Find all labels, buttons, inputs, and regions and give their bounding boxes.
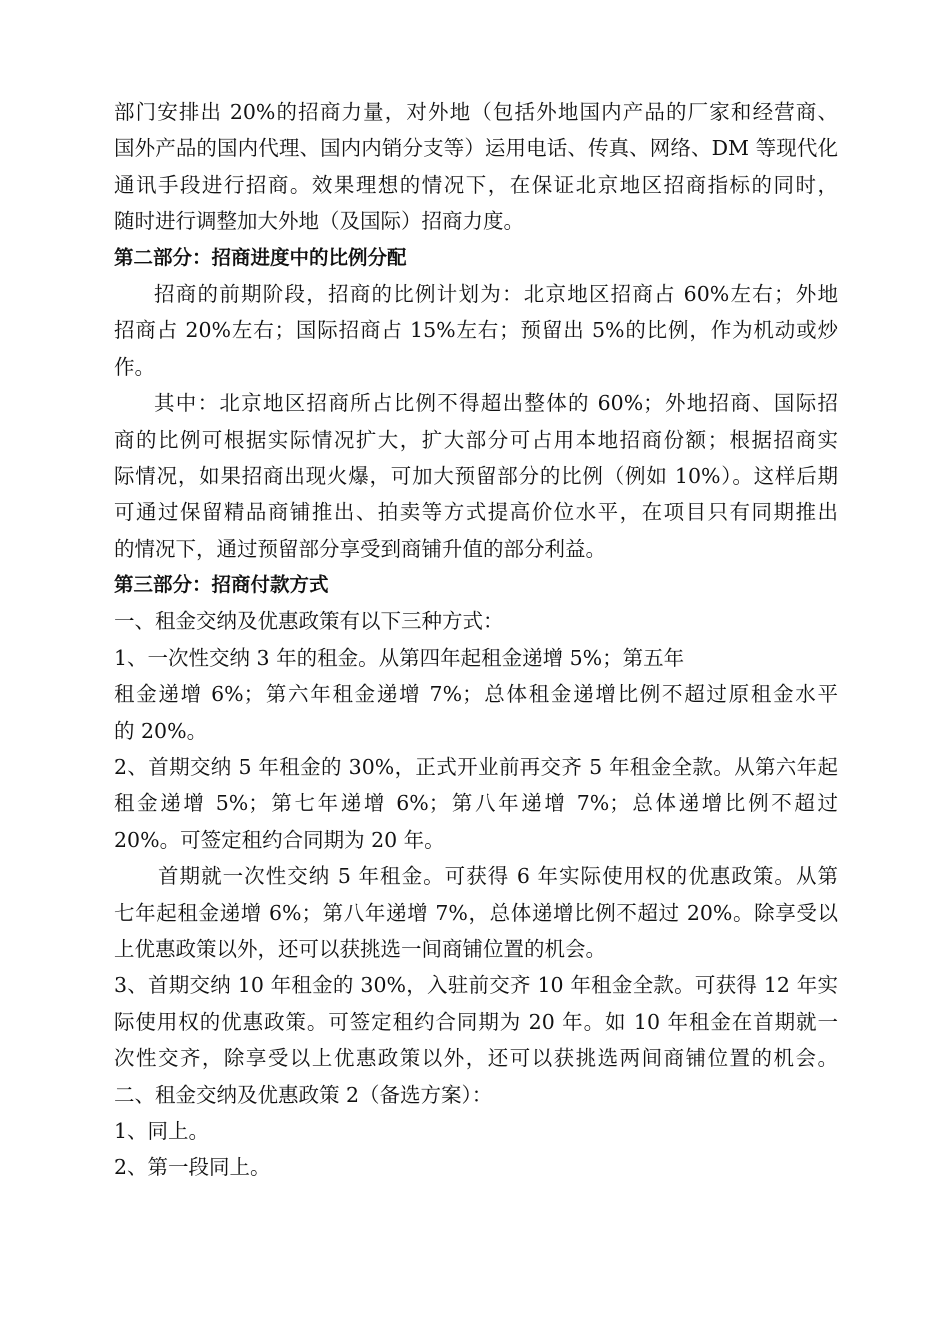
item3-line-1: 3、首期交纳 10 年租金的 30%，入驻前交齐 10 年租金全款。可获得 12 年实 — [114, 973, 838, 998]
alt-item-2: 2、第一段同上。 — [114, 1155, 271, 1180]
section2-para2-line-5: 的情况下，通过预留部分享受到商铺升值的部分利益。 — [114, 536, 606, 561]
document-page — [114, 94, 838, 1186]
item2-line-1: 2、首期交纳 5 年租金的 30%，正式开业前再交齐 5 年租金全款。从第六年起 — [114, 755, 838, 780]
alt-item-1: 1、同上。 — [114, 1118, 210, 1143]
item3-line-3: 次性交齐，除享受以上优惠政策以外，还可以获挑选两间商铺位置的机会。 — [114, 1046, 838, 1071]
intro-line-2: 国外产品的国内代理、国内内销分支等）运用电话、传真、网络、DM 等现代化 — [114, 136, 838, 161]
section2-para1-line-2: 招商占 20%左右；国际招商占 15%左右；预留出 5%的比例，作为机动或炒 — [114, 318, 838, 343]
section2-para1-line-3: 作。 — [114, 354, 155, 379]
intro-line-1: 部门安排出 20%的招商力量，对外地（包括外地国内产品的厂家和经营商、 — [114, 100, 838, 124]
item2-note-line-2: 七年起租金递增 6%；第八年递增 7%，总体递增比例不超过 20%。除享受以 — [114, 900, 838, 925]
item2-note-line-3: 上优惠政策以外，还可以获挑选一间商铺位置的机会。 — [114, 936, 606, 961]
section2-para1-line-1: 招商的前期阶段，招商的比例计划为：北京地区招商占 60%左右；外地 — [154, 281, 838, 306]
item2-note-line-1: 首期就一次性交纳 5 年租金。可获得 6 年实际使用权的优惠政策。从第 — [158, 864, 838, 889]
section2-title: 第二部分：招商进度中的比例分配 — [114, 245, 407, 269]
section3-subhead-2: 二、租金交纳及优惠政策 2（备选方案）： — [114, 1082, 493, 1107]
section3-title: 第三部分：招商付款方式 — [114, 573, 329, 597]
item1-line-1: 1、一次性交纳 3 年的租金。从第四年起租金递增 5%；第五年 — [114, 645, 685, 670]
section3-subhead-1: 一、租金交纳及优惠政策有以下三种方式： — [114, 609, 504, 634]
item1-line-2: 租金递增 6%；第六年租金递增 7%；总体租金递增比例不超过原租金水平 — [114, 682, 838, 707]
intro-line-4: 随时进行调整加大外地（及国际）招商力度。 — [114, 209, 524, 234]
section2-para2-line-3: 际情况，如果招商出现火爆，可加大预留部分的比例（例如 10%）。这样后期 — [114, 463, 838, 488]
intro-line-3: 通讯手段进行招商。效果理想的情况下，在保证北京地区招商指标的同时， — [114, 172, 838, 197]
item3-line-2: 际使用权的优惠政策。可签定租约合同期为 20 年。如 10 年租金在首期就一 — [114, 1009, 838, 1034]
item2-line-3: 20%。可签定租约合同期为 20 年。 — [114, 827, 445, 852]
item2-line-2: 租金递增 5%；第七年递增 6%；第八年递增 7%；总体递增比例不超过 — [114, 791, 838, 816]
section2-para2-line-4: 可通过保留精品商铺推出、拍卖等方式提高价位水平，在项目只有同期推出 — [114, 500, 838, 525]
section2-para2-line-2: 商的比例可根据实际情况扩大，扩大部分可占用本地招商份额；根据招商实 — [114, 427, 838, 452]
item1-line-3: 的 20%。 — [114, 718, 208, 743]
section2-para2-line-1: 其中：北京地区招商所占比例不得超出整体的 60%；外地招商、国际招 — [154, 391, 838, 416]
